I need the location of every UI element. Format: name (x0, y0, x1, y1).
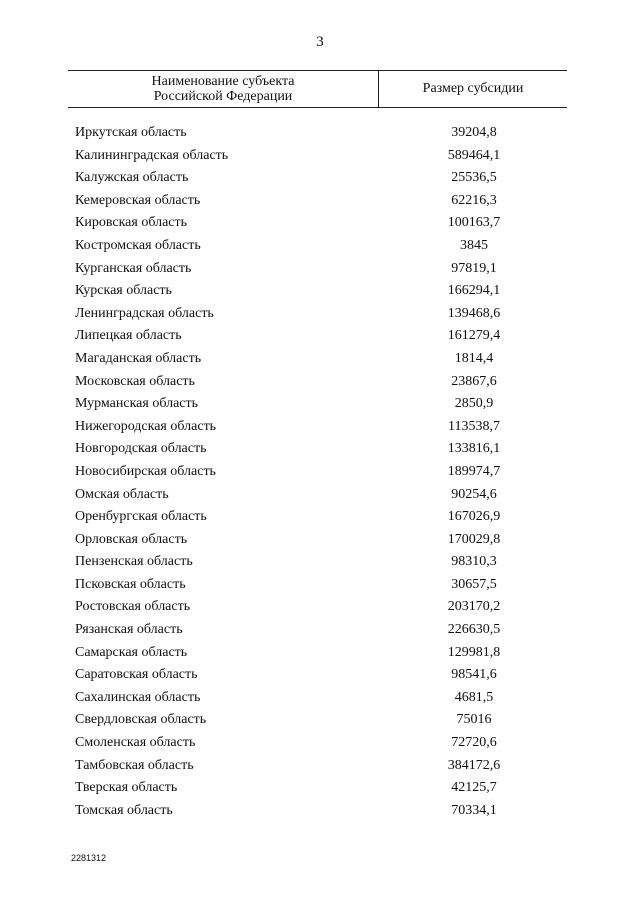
region-name: Новгородская область (75, 441, 207, 457)
region-name: Рязанская область (75, 622, 183, 638)
table-row (0, 642, 640, 665)
header-region-name (68, 74, 378, 104)
subsidy-value: 3845 (460, 237, 488, 253)
subsidy-value: 203170,2 (447, 599, 501, 615)
region-name: Тверская область (75, 780, 178, 796)
table-row (0, 506, 640, 529)
region-name: Московская область (75, 373, 195, 389)
region-name: Кемеровская область (75, 192, 201, 208)
region-name: Омская область (75, 486, 169, 502)
table-row (0, 438, 640, 461)
subsidy-value: 23867,6 (451, 373, 497, 389)
subsidy-value: 62216,3 (451, 192, 497, 208)
subsidy-value: 166294,1 (447, 283, 501, 299)
page-number: 3 (316, 34, 324, 50)
region-name: Смоленская область (75, 735, 196, 751)
table-row (0, 122, 640, 145)
subsidy-value: 98310,3 (451, 554, 497, 570)
document-code: 2281312 (71, 853, 107, 863)
table-row (0, 371, 640, 394)
table-row (0, 484, 640, 507)
header-region-name-line2: Российской Федерации (153, 89, 293, 104)
table-row (0, 348, 640, 371)
subsidy-value: 113538,7 (448, 418, 500, 434)
table-row (0, 235, 640, 258)
table-row (0, 732, 640, 755)
region-name: Ростовская область (75, 599, 191, 615)
region-name: Псковская область (75, 576, 186, 592)
subsidy-value: 98541,6 (451, 667, 497, 683)
table-row (0, 145, 640, 168)
subsidy-value: 139468,6 (447, 305, 501, 321)
region-name: Сахалинская область (75, 689, 201, 705)
table-row (0, 190, 640, 213)
table-row (0, 529, 640, 552)
region-name: Орловская область (75, 531, 188, 547)
subsidy-value: 129981,8 (447, 644, 501, 660)
region-name: Новосибирская область (75, 463, 216, 479)
region-name: Кировская область (75, 215, 188, 231)
table-row (0, 461, 640, 484)
region-name: Курская область (75, 283, 172, 299)
region-name: Калужская область (75, 170, 189, 186)
table-row (0, 303, 640, 326)
region-name: Калининградская область (75, 147, 229, 163)
table-row (0, 258, 640, 281)
subsidy-value: 1814,4 (454, 350, 494, 366)
subsidy-value: 42125,7 (451, 780, 497, 796)
region-name: Оренбургская область (75, 509, 207, 525)
region-name: Магаданская область (75, 350, 202, 366)
region-name: Курганская область (75, 260, 192, 276)
table-header (68, 70, 567, 108)
region-name: Мурманская область (75, 396, 199, 412)
subsidy-value: 72720,6 (451, 735, 497, 751)
subsidy-value: 133816,1 (447, 441, 501, 457)
subsidy-value: 4681,5 (454, 689, 494, 705)
region-name: Тамбовская область (75, 757, 194, 773)
subsidy-value: 189974,7 (447, 463, 501, 479)
subsidy-value: 39204,8 (451, 125, 497, 140)
table-row (0, 167, 640, 190)
region-name: Липецкая область (75, 328, 182, 344)
subsidy-value: 30657,5 (451, 576, 497, 592)
region-name: Иркутская область (75, 125, 187, 140)
subsidy-value: 170029,8 (447, 531, 501, 547)
subsidy-value: 226630,5 (447, 622, 501, 638)
region-name: Саратовская область (75, 667, 198, 683)
subsidy-value: 25536,5 (451, 170, 497, 186)
table-row (0, 393, 640, 416)
subsidy-value: 70334,1 (451, 802, 497, 818)
region-name: Томская область (75, 802, 173, 818)
subsidy-value: 97819,1 (451, 260, 497, 276)
table-body (0, 122, 640, 822)
table-row (0, 800, 640, 823)
region-name: Нижегородская область (75, 418, 217, 434)
region-name: Ленинградская область (75, 305, 214, 321)
table-row (0, 280, 640, 303)
header-subsidy-size: Размер субсидии (422, 81, 524, 96)
table-row (0, 709, 640, 732)
header-region-name-line1: Наименование субъекта (151, 74, 295, 89)
region-name: Пензенская область (75, 554, 193, 570)
subsidy-value: 167026,9 (447, 509, 501, 525)
table-row (0, 664, 640, 687)
table-row (0, 212, 640, 235)
region-name: Костромская область (75, 237, 201, 253)
subsidy-value: 384172,6 (447, 757, 501, 773)
table-row (0, 325, 640, 348)
table-row (0, 551, 640, 574)
subsidy-value: 100163,7 (447, 215, 501, 231)
subsidy-value: 90254,6 (451, 486, 497, 502)
subsidy-value: 589464,1 (447, 147, 501, 163)
region-name: Свердловская область (75, 712, 207, 728)
table-row (0, 574, 640, 597)
table-row (0, 596, 640, 619)
subsidy-value: 2850,9 (454, 396, 494, 412)
table-row (0, 687, 640, 710)
subsidy-value: 161279,4 (447, 328, 501, 344)
table-row (0, 755, 640, 778)
subsidy-value: 75016 (456, 712, 492, 728)
table-row (0, 777, 640, 800)
table-row (0, 416, 640, 439)
region-name: Самарская область (75, 644, 188, 660)
table-row (0, 619, 640, 642)
